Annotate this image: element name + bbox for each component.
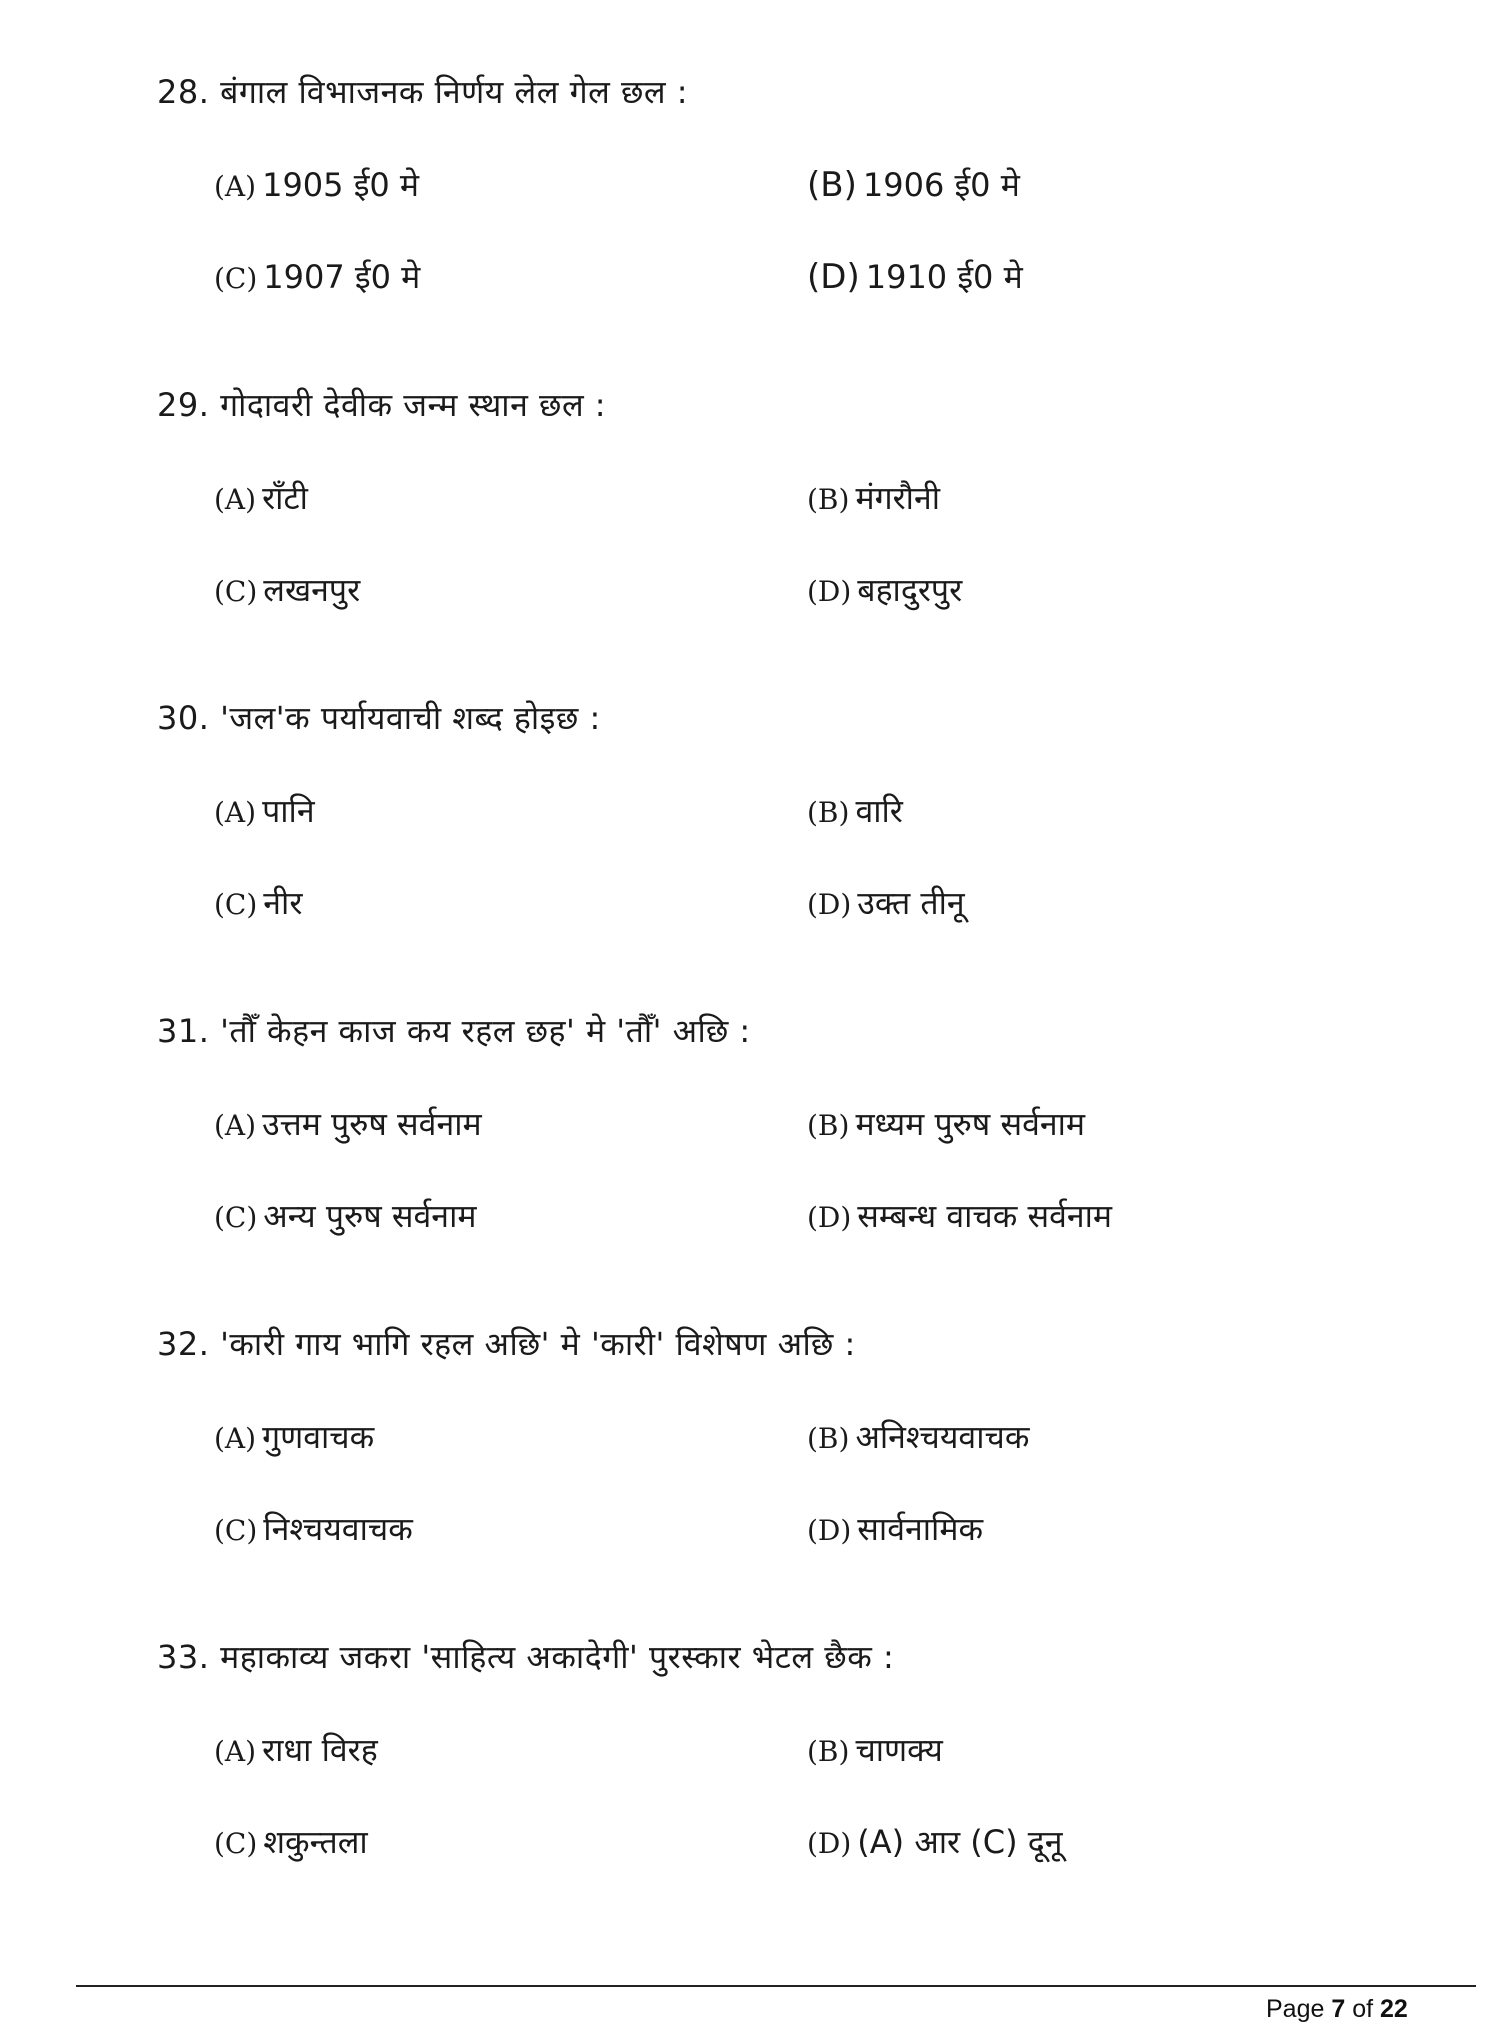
option-label: (D) [807,1201,852,1234]
page-prefix: Page [1266,1995,1332,2023]
option-text: शकुन्तला [263,1823,368,1861]
question-text: 28. बंगाल विभाजनक निर्णय लेल गेल छल : [157,73,689,111]
option-d[interactable] [807,1194,1112,1240]
option-label: (B) [807,1109,850,1142]
footer-divider [76,1985,1476,1987]
option-b[interactable] [807,476,940,522]
option-d[interactable] [807,1820,1063,1866]
option-text: मंगरौनी [855,479,941,517]
option-a[interactable] [214,1102,482,1148]
option-label: (C) [214,888,258,921]
option-label: (B) [807,1422,850,1455]
option-text: मध्यम पुरुष सर्वनाम [855,1105,1086,1143]
option-c[interactable] [214,1507,413,1553]
option-label: (C) [214,262,258,295]
option-b[interactable] [807,1415,1029,1461]
option-text: अनिश्चयवाचक [855,1418,1030,1456]
option-a[interactable] [214,1415,374,1461]
question-32 [157,1322,1407,1612]
question-text: 31. 'तौँ केहन काज कय रहल छह' मे 'तौँ' अछि : [157,1012,751,1050]
option-d[interactable] [807,568,962,614]
option-text: नीर [263,884,303,922]
option-text: चाणक्य [855,1731,943,1769]
question-text: 29. गोदावरी देवीक जन्म स्थान छल : [157,386,607,424]
option-label: (D) [807,888,852,921]
question-30 [157,696,1407,986]
option-label: (C) [214,1827,258,1860]
option-label: (A) [214,170,257,203]
option-text: वारि [855,792,903,830]
option-d[interactable] [807,255,1023,299]
option-text: 1910 ई0 मे [865,258,1023,296]
option-text: सार्वनामिक [857,1510,984,1548]
page-total: 22 [1380,1995,1408,2023]
option-b[interactable] [807,1728,943,1774]
option-text: पानि [262,792,315,830]
option-text: उत्तम पुरुष सर्वनाम [262,1105,482,1143]
option-text: 1906 ई0 मे [862,166,1020,204]
option-label: (D) [807,257,860,297]
option-text: 1905 ई0 मे [262,166,420,204]
option-label: (C) [214,1514,258,1547]
question-31 [157,1009,1407,1299]
option-c[interactable] [214,1820,368,1866]
option-text: उक्त तीनू [857,884,965,922]
option-a[interactable] [214,476,308,522]
page-middle: of [1345,1995,1380,2023]
question-28 [157,70,1407,360]
option-text: 1907 ई0 मे [263,258,421,296]
option-label: (D) [807,1514,852,1547]
question-text: 33. महाकाव्य जकरा 'साहित्य अकादेगी' पुरस्कार भेटल छैक : [157,1638,895,1676]
page-current: 7 [1331,1995,1346,2023]
option-text: राँटी [262,479,308,517]
option-label: (B) [807,796,850,829]
option-text: गुणवाचक [262,1418,375,1456]
option-text: बहादुरपुर [857,571,963,609]
option-label: (C) [214,575,258,608]
option-label: (A) [214,1735,257,1768]
option-a[interactable] [214,789,315,835]
option-label: (A) [214,796,257,829]
option-c[interactable] [214,881,302,927]
option-a[interactable] [214,163,419,209]
option-label: (B) [807,1735,850,1768]
option-a[interactable] [214,1728,378,1774]
option-text: अन्य पुरुष सर्वनाम [263,1197,477,1235]
option-label: (A) [214,1422,257,1455]
option-text: राधा विरह [262,1731,378,1769]
option-label: (A) [214,483,257,516]
option-label: (A) [214,1109,257,1142]
question-33 [157,1635,1407,1925]
option-text: (A) आर (C) दूनू [857,1823,1063,1861]
option-label: (B) [807,165,857,205]
option-d[interactable] [807,1507,983,1553]
option-label: (D) [807,1827,852,1860]
option-label: (C) [214,1201,258,1234]
question-text: 32. 'कारी गाय भागि रहल अछि' मे 'कारी' विशेषण अछि : [157,1325,856,1363]
option-c[interactable] [214,255,420,301]
option-text: सम्बन्ध वाचक सर्वनाम [857,1197,1113,1235]
option-b[interactable] [807,1102,1085,1148]
option-b[interactable] [807,163,1020,207]
option-label: (B) [807,483,850,516]
option-b[interactable] [807,789,903,835]
option-label: (D) [807,575,852,608]
page-number [1266,1992,1408,2026]
option-d[interactable] [807,881,965,927]
option-c[interactable] [214,1194,477,1240]
option-text: निश्चयवाचक [263,1510,413,1548]
option-text: लखनपुर [263,571,361,609]
option-c[interactable] [214,568,360,614]
question-29 [157,383,1407,673]
question-text: 30. 'जल'क पर्यायवाची शब्द होइछ : [157,699,601,737]
